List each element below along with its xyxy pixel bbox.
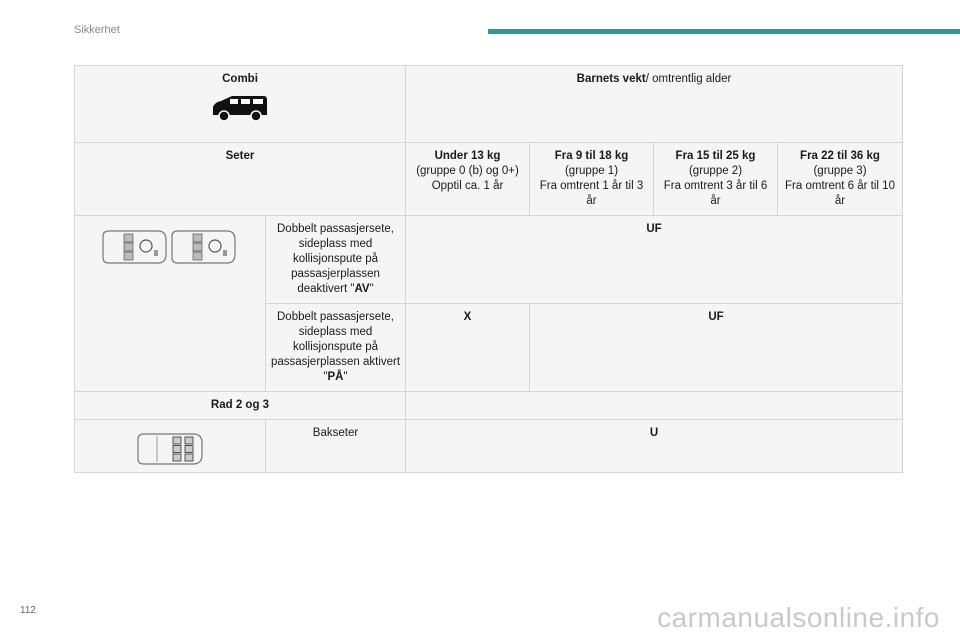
table-row (75, 420, 903, 473)
front-seat-diagram-cell (75, 216, 266, 392)
rear-seat-value: U (406, 420, 903, 473)
group-number: (gruppe 1) (564, 165, 619, 177)
group-age: Opptil ca. 1 år (431, 180, 504, 192)
seat-desc: Dobbelt passasjersete, sideplass med kollisjonspute på passasjerplassen aktivert " (270, 311, 401, 383)
quote-close: " (343, 371, 348, 383)
group-weight: Fra 15 til 25 kg (675, 150, 756, 162)
airbag-on-rest-value: UF (530, 304, 903, 392)
table-row (75, 216, 903, 304)
watermark: carmanualsonline.info (657, 602, 940, 633)
section-title: Sikkerhet (74, 24, 120, 36)
group-number: (gruppe 0 (b) og 0+) (416, 165, 519, 177)
car-icon (210, 93, 270, 123)
weight-header-bold: Barnets vekt (576, 73, 646, 85)
group-cell-2 (654, 143, 778, 216)
header-accent-bar (488, 29, 960, 34)
vehicle-label: Combi (222, 73, 258, 85)
front-seat-diagram-icon (100, 228, 240, 266)
empty-cell (406, 392, 903, 420)
front-seat-airbag-off-desc (266, 216, 406, 304)
rear-seat-diagram-cell (75, 420, 266, 473)
airbag-status: AV (354, 283, 370, 295)
table-row (75, 66, 903, 143)
child-seat-table (74, 65, 903, 473)
group-number: (gruppe 3) (813, 165, 867, 177)
group-number: (gruppe 2) (688, 165, 743, 177)
vehicle-cell (75, 66, 406, 143)
rear-seat-desc: Bakseter (266, 420, 406, 473)
group-age: Fra omtrent 1 år til 3 år (539, 180, 644, 207)
seats-label: Seter (75, 143, 406, 216)
airbag-on-group0-value: X (406, 304, 530, 392)
seat-desc: Dobbelt passasjersete, sideplass med kollisjonspute på passasjerplassen deaktivert " (277, 223, 394, 295)
airbag-status: PÅ (327, 371, 344, 383)
table-row (75, 392, 903, 420)
airbag-off-value: UF (406, 216, 903, 304)
group-age: Fra omtrent 3 år til 6 år (663, 180, 768, 207)
weight-header-cell (406, 66, 903, 143)
group-weight: Fra 22 til 36 kg (800, 150, 880, 162)
rows-label: Rad 2 og 3 (75, 392, 406, 420)
quote-close: " (369, 283, 374, 295)
rear-seat-diagram-icon (135, 432, 205, 466)
group-cell-0 (406, 143, 530, 216)
table-row (75, 143, 903, 216)
group-weight: Fra 9 til 18 kg (554, 150, 629, 162)
front-seat-airbag-on-desc (266, 304, 406, 392)
group-cell-3 (778, 143, 903, 216)
weight-header-rest: / omtrentlig alder (645, 73, 732, 85)
group-weight: Under 13 kg (434, 150, 501, 162)
group-cell-1 (530, 143, 654, 216)
group-age: Fra omtrent 6 år til 10 år (785, 180, 895, 207)
page-number: 112 (20, 605, 36, 616)
